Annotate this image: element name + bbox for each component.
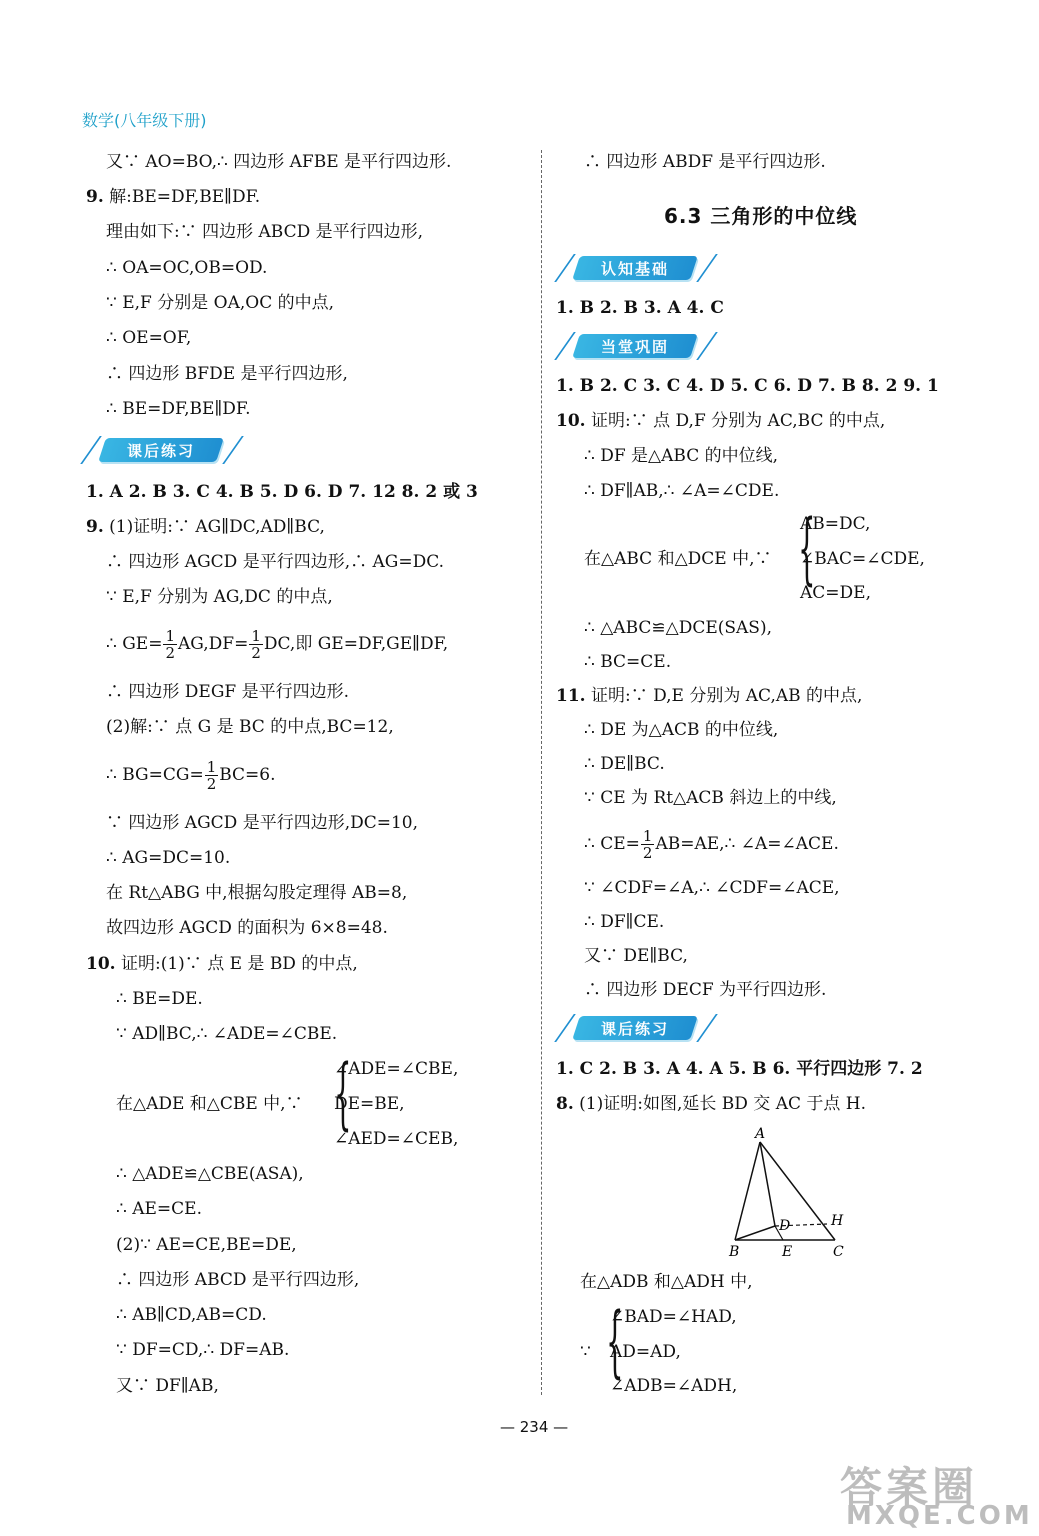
text-line: ∴ DF∥AB,∴ ∠A=∠CDE. — [584, 481, 780, 501]
text-line: 又∵ DF∥AB, — [116, 1376, 219, 1396]
badge-label: 认知基础 — [600, 260, 669, 278]
condition: ∠ADB=∠ADH, — [610, 1376, 738, 1396]
question-10 — [556, 409, 885, 433]
question-number: 9. — [86, 517, 104, 537]
text-line: ∵ DF=CD,∴ DF=AB. — [116, 1340, 290, 1360]
text-line: 在△ADB 和△ADH 中, — [580, 1272, 753, 1292]
text-line: ∴ 四边形 DECF 为平行四边形. — [584, 980, 827, 1000]
condition: AC=DE, — [800, 583, 871, 603]
brace: { — [334, 1049, 352, 1139]
label-A: A — [755, 1126, 766, 1142]
text-line: ∴ OA=OC,OB=OD. — [106, 258, 268, 278]
text-line: ∴ 四边形 BFDE 是平行四边形, — [106, 364, 348, 384]
text-line: 在△ADE 和△CBE 中,∵ — [116, 1094, 303, 1114]
badge-label: 课后练习 — [126, 442, 195, 460]
badge-label: 课后练习 — [600, 1020, 669, 1038]
condition: DE=BE, — [334, 1094, 405, 1114]
text-line: ∴ AB∥CD,AB=CD. — [116, 1305, 267, 1325]
text-segment: ∴ BG=CG= — [106, 765, 204, 785]
condition: AB=DC, — [800, 514, 871, 534]
watermark-logo — [840, 1455, 1033, 1533]
section-badge — [82, 436, 252, 466]
brace: { — [606, 1297, 624, 1387]
text-line: ∵ E,F 分别为 AG,DC 的中点, — [106, 587, 333, 607]
text-line: (2)解:∵ 点 G 是 BC 的中点,BC=12, — [106, 717, 394, 737]
condition: ∠BAD=∠HAD, — [610, 1307, 737, 1327]
section-badge — [556, 1014, 726, 1044]
section-title: 6.3 三角形的中位线 — [664, 204, 858, 228]
text-line: ∴ 四边形 ABCD 是平行四边形, — [116, 1270, 360, 1290]
text-line: ∴ AE=CE. — [116, 1199, 202, 1219]
question-number: 10. — [556, 411, 586, 431]
text-line: 又∵ AO=BO,∴ 四边形 AFBE 是平行四边形. — [106, 152, 452, 172]
watermark-url: MXQE.COM — [846, 1501, 1033, 1531]
text-segment: BC=6. — [219, 765, 276, 785]
answer-list: 1. C 2. B 3. A 4. A 5. B 6. 平行四边形 7. 2 — [556, 1059, 923, 1079]
text-line: ∵ ∠CDF=∠A,∴ ∠CDF=∠ACE, — [584, 878, 840, 898]
text-line: (1)证明:如图,延长 BD 交 AC 于点 H. — [579, 1094, 867, 1114]
answer-list: 1. A 2. B 3. C 4. B 5. D 6. D 7. 12 8. 2 或 3 — [86, 482, 478, 502]
label-B: B — [729, 1244, 740, 1260]
text-line: ∴ DF 是△ABC 的中位线, — [584, 446, 779, 466]
question-9-part — [86, 515, 325, 539]
text-line: 故四边形 AGCD 的面积为 6×8=48. — [106, 918, 388, 938]
fraction: $\frac{1}{2}$ — [642, 827, 653, 862]
question-11 — [556, 684, 862, 708]
fraction: $\frac{1}{2}$ — [206, 758, 217, 793]
question-number: 10. — [86, 954, 116, 974]
text-line: 证明:(1)∵ 点 E 是 BD 的中点, — [120, 954, 358, 974]
text-segment: AB=AE,∴ ∠A=∠ACE. — [655, 834, 839, 854]
page-number: — 234 — — [500, 1418, 569, 1436]
text-line: 证明:∵ 点 D,F 分别为 AC,BC 的中点, — [590, 411, 886, 431]
text-line: ∴ △ADE≌△CBE(ASA), — [116, 1164, 304, 1184]
text-line: ∴ DE 为△ACB 的中位线, — [584, 720, 779, 740]
text-line: ∴ BC=CE. — [584, 652, 672, 672]
text-line: 理由如下:∵ 四边形 ABCD 是平行四边形, — [106, 222, 424, 242]
triangle-figure — [727, 1126, 857, 1266]
text-line: ∵ E,F 分别是 OA,OC 的中点, — [106, 293, 335, 313]
text-line: ∴ OE=OF, — [106, 328, 192, 348]
text-line: (2)∵ AE=CE,BE=DE, — [116, 1235, 297, 1255]
text-line: ∵ — [580, 1342, 591, 1362]
answer-list: 1. B 2. C 3. C 4. D 5. C 6. D 7. B 8. 2 9. 1 — [556, 376, 939, 396]
condition: ∠BAC=∠CDE, — [800, 549, 925, 569]
text-line: ∴ 四边形 ABDF 是平行四边形. — [584, 152, 826, 172]
question-9 — [86, 185, 260, 209]
text-line: ∴ AG=DC=10. — [106, 848, 231, 868]
text-line: ∵ CE 为 Rt△ACB 斜边上的中线, — [584, 788, 837, 808]
text-line: 又∵ DE∥BC, — [584, 946, 688, 966]
watermark-text: 答案圈 — [840, 1463, 979, 1512]
text-line: ∴ DE∥BC. — [584, 754, 665, 774]
text-line-fraction — [106, 628, 448, 661]
text-line: ∴ 四边形 DEGF 是平行四边形. — [106, 682, 350, 702]
text-line: ∵ 四边形 AGCD 是平行四边形,DC=10, — [106, 813, 419, 833]
label-C: C — [833, 1244, 844, 1260]
text-line-fraction — [584, 828, 839, 861]
question-8 — [556, 1092, 866, 1116]
text-line: ∴ 四边形 AGCD 是平行四边形,∴ AG=DC. — [106, 552, 445, 572]
question-number: 11. — [556, 686, 586, 706]
text-segment: ∴ CE= — [584, 834, 640, 854]
text-line: ∴ △ABC≌△DCE(SAS), — [584, 618, 772, 638]
text-line: (1)证明:∵ AG∥DC,AD∥BC, — [109, 517, 325, 537]
text-segment: AG,DF= — [178, 634, 249, 654]
text-line: 证明:∵ D,E 分别为 AC,AB 的中点, — [590, 686, 863, 706]
question-10 — [86, 952, 358, 976]
badge-label: 当堂巩固 — [600, 338, 669, 356]
text-line: ∴ BE=DE. — [116, 989, 203, 1009]
text-line: 在 Rt△ABG 中,根据勾股定理得 AB=8, — [106, 883, 408, 903]
fraction: $\frac{1}{2}$ — [251, 627, 261, 662]
section-badge — [556, 254, 726, 284]
text-segment: DC,即 GE=DF,GE∥DF, — [263, 634, 449, 654]
book-header: 数学(八年级下册) — [82, 111, 207, 130]
fraction: $\frac{1}{2}$ — [165, 627, 176, 662]
text-line: 解:BE=DF,BE∥DF. — [109, 187, 261, 207]
section-badge — [556, 332, 726, 362]
answer-list: 1. B 2. B 3. A 4. C — [556, 298, 724, 318]
column-divider — [541, 150, 542, 1395]
question-number: 8. — [556, 1094, 574, 1114]
label-D: D — [779, 1218, 791, 1234]
text-line-fraction — [106, 759, 276, 792]
text-line: ∴ DF∥CE. — [584, 912, 665, 932]
label-E: E — [782, 1244, 793, 1260]
brace: { — [798, 504, 816, 594]
condition: ∠ADE=∠CBE, — [334, 1059, 459, 1079]
text-segment: ∴ GE= — [106, 634, 163, 654]
condition: ∠AED=∠CEB, — [334, 1129, 459, 1149]
condition: AD=AD, — [610, 1342, 681, 1362]
question-number: 9. — [86, 187, 104, 207]
label-H: H — [831, 1213, 844, 1229]
text-line: ∴ BE=DF,BE∥DF. — [106, 399, 251, 419]
text-line: ∵ AD∥BC,∴ ∠ADE=∠CBE. — [116, 1024, 338, 1044]
text-line: 在△ABC 和△DCE 中,∵ — [584, 549, 772, 569]
